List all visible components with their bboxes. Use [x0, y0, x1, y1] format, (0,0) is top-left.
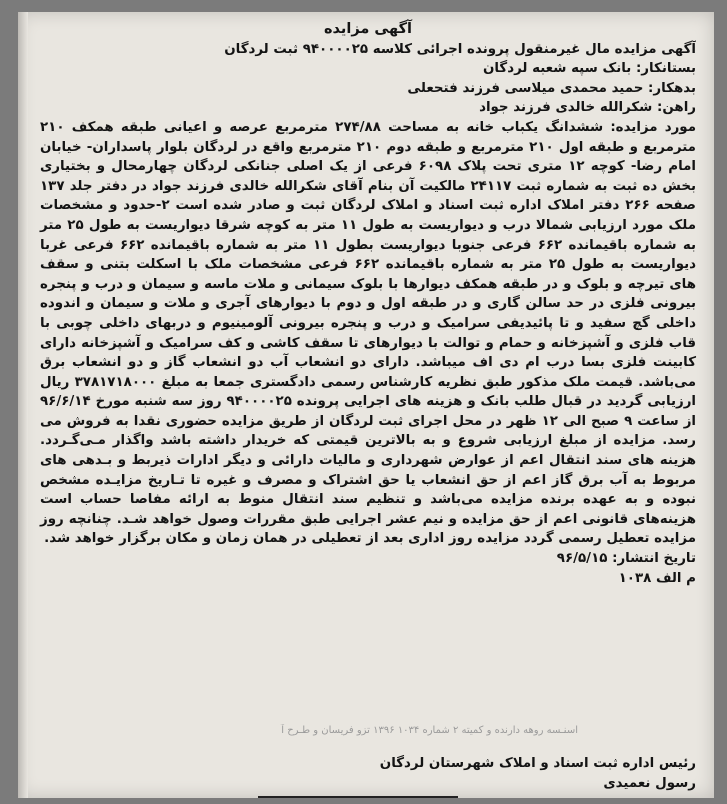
creditor-line: بستانکار: بانک سپه شعبه لردگان — [482, 61, 696, 77]
notice-body: مورد مزایده: ششدانگ یکباب خانه به مساحت ۲۷۴/۸۸ مترمربع عرصه و اعیانی طبقه همکف ۲۱۰ مترمربع و طبقه اول ۲۱۰ مترمربع و طبقه دوم ۲۱۰ مترمربع واقع در لردگان بلوار پاسداران- خیابان امام رضا- کوچه ۱۲ متری تحت پلاک ۶۰۹۸ فرعی از یک اصلی جنانکی لردگان چهارمحال و بختیاری بخش ده ثبت به شماره ثبت ۲۴۱۱۷ مالکیت آن بنام آقای شکرالله خالدی فرزند جواد در دفتر جلد ۱۳۷ صفحه ۲۶۶ دفتر املاک اداره ثبت اسناد و املاک لردگان ثبت و صادر شده است ۲-حدود و مشخصات ملک مورد ارزیابی شمالا درب و دیواریست به طول ۱۱ متر به کوچه شرقا دیواریست به طول ۲۵ متر به شماره باقیمانده ۶۶۲ فرعی جنوبا دیواریست بطول ۱۱ متر به شماره باقیمانده ۶۶۲ فرعی غربا دیواریست به طول ۲۵ متر به شماره باقیمانده ۶۶۲ فرعی مشخصات ملک با اسکلت بتنی و سقف های تیرچه و بلوک و در طبقه همکف دیوارها با بلوک سیمانی و ملات ماسه و سیمان و درب و پنجره بیرونی فلزی در حد سالن گاری و در طبقه اول و دوم با دیوارهای آجری و ملات و سیمان و اندوده داخلی گچ سفید و تا پائیدیفی سرامیک و درب و پنجره بیرونی آلومینیوم و دربهای داخلی چوبی با قاب فلزی و آشپزخانه و حمام و توالت با دیوارهای تا سقف کاشی و کف سرامیک و آشپزخانه دارای کابینت فلزی بسا درب ام دی اف میباشد. دارای دو انشعاب آب دو انشعاب گاز و دو انشعاب برق می‌باشد. قیمت ملک مذکور طبق نظریه کارشناس رسمی دادگستری جمعا به مبلغ ۳۷۸۱۷۱۸۰۰۰ ریال ارزیابی گردید در قبال طلب بانک و هزینه های اجرایی پرونده ۹۴۰۰۰۰۲۵ روز سه شنبه مورخ ۹۶/۶/۱۴ از ساعت ۹ صبح الی ۱۲ ظهر در محل اجرای ثبت لردگان از طریق مزایده حضوری نقدا به فروش می رسد. مزایده از مبلغ ارزیابی شروع و به بالاترین قیمتی که خریدار داشته باشد واگذار مـی‌گـردد. هزینه های سند انتقال اعم از عوارض شهرداری و مالیات دارائی و دیگر ادارات ذیربط و بـدهی های مربوط به آب برق گاز اعم از حق انشعاب یا حق اشتراک و مصرف و غیره تا تـاریخ مزایـده مشخص نبوده و به عهده برنده مزایده می‌باشد و تنظیم سند انتقال منوط به ارائه مفاصا حساب است هزینه‌های قانونی اعم از حق مزایده و نیم عشر اجرایی طبق مقررات وصول خواهد شـد. چنانچه روز مزایده تعطیل رسمی گردد مزایده روز اداری بعد از تعطیلی در همان زمان و مکان برگزار خواهد شد. — [40, 119, 697, 547]
notice-subtitle: آگهی مزایده مال غیرمنقول پرونده اجرائی کلاسه ۹۴۰۰۰۰۲۵ ثبت لردگان — [224, 41, 696, 57]
signature-block — [40, 754, 696, 794]
publish-date: تاریخ انتشار: ۹۶/۵/۱۵ — [556, 551, 696, 567]
mortgagor-line: راهن: شکرالله خالدی فرزند جواد — [479, 100, 696, 116]
signer-title: رئیس اداره ثبت اسناد و املاک شهرستان لردگان — [379, 756, 696, 771]
notice-code: م الف ۱۰۳۸ — [618, 570, 696, 586]
scan-edge — [18, 12, 28, 798]
smudged-text: اسنـسه روهه دارنده و کمیته ۲ شماره ۱۰۳۴ ۱۳۹۶ تزو فریسان و طـرح آ — [281, 725, 578, 736]
notice-title: آگهی مزایده — [323, 21, 413, 37]
newspaper-clipping — [18, 12, 714, 798]
bottom-rule — [258, 796, 458, 798]
debtor-line: بدهکار: حمید محمدی میلاسی فرزند فتحعلی — [407, 80, 696, 96]
signer-name: رسول نعمیدی — [603, 776, 696, 791]
auction-notice — [40, 20, 696, 588]
